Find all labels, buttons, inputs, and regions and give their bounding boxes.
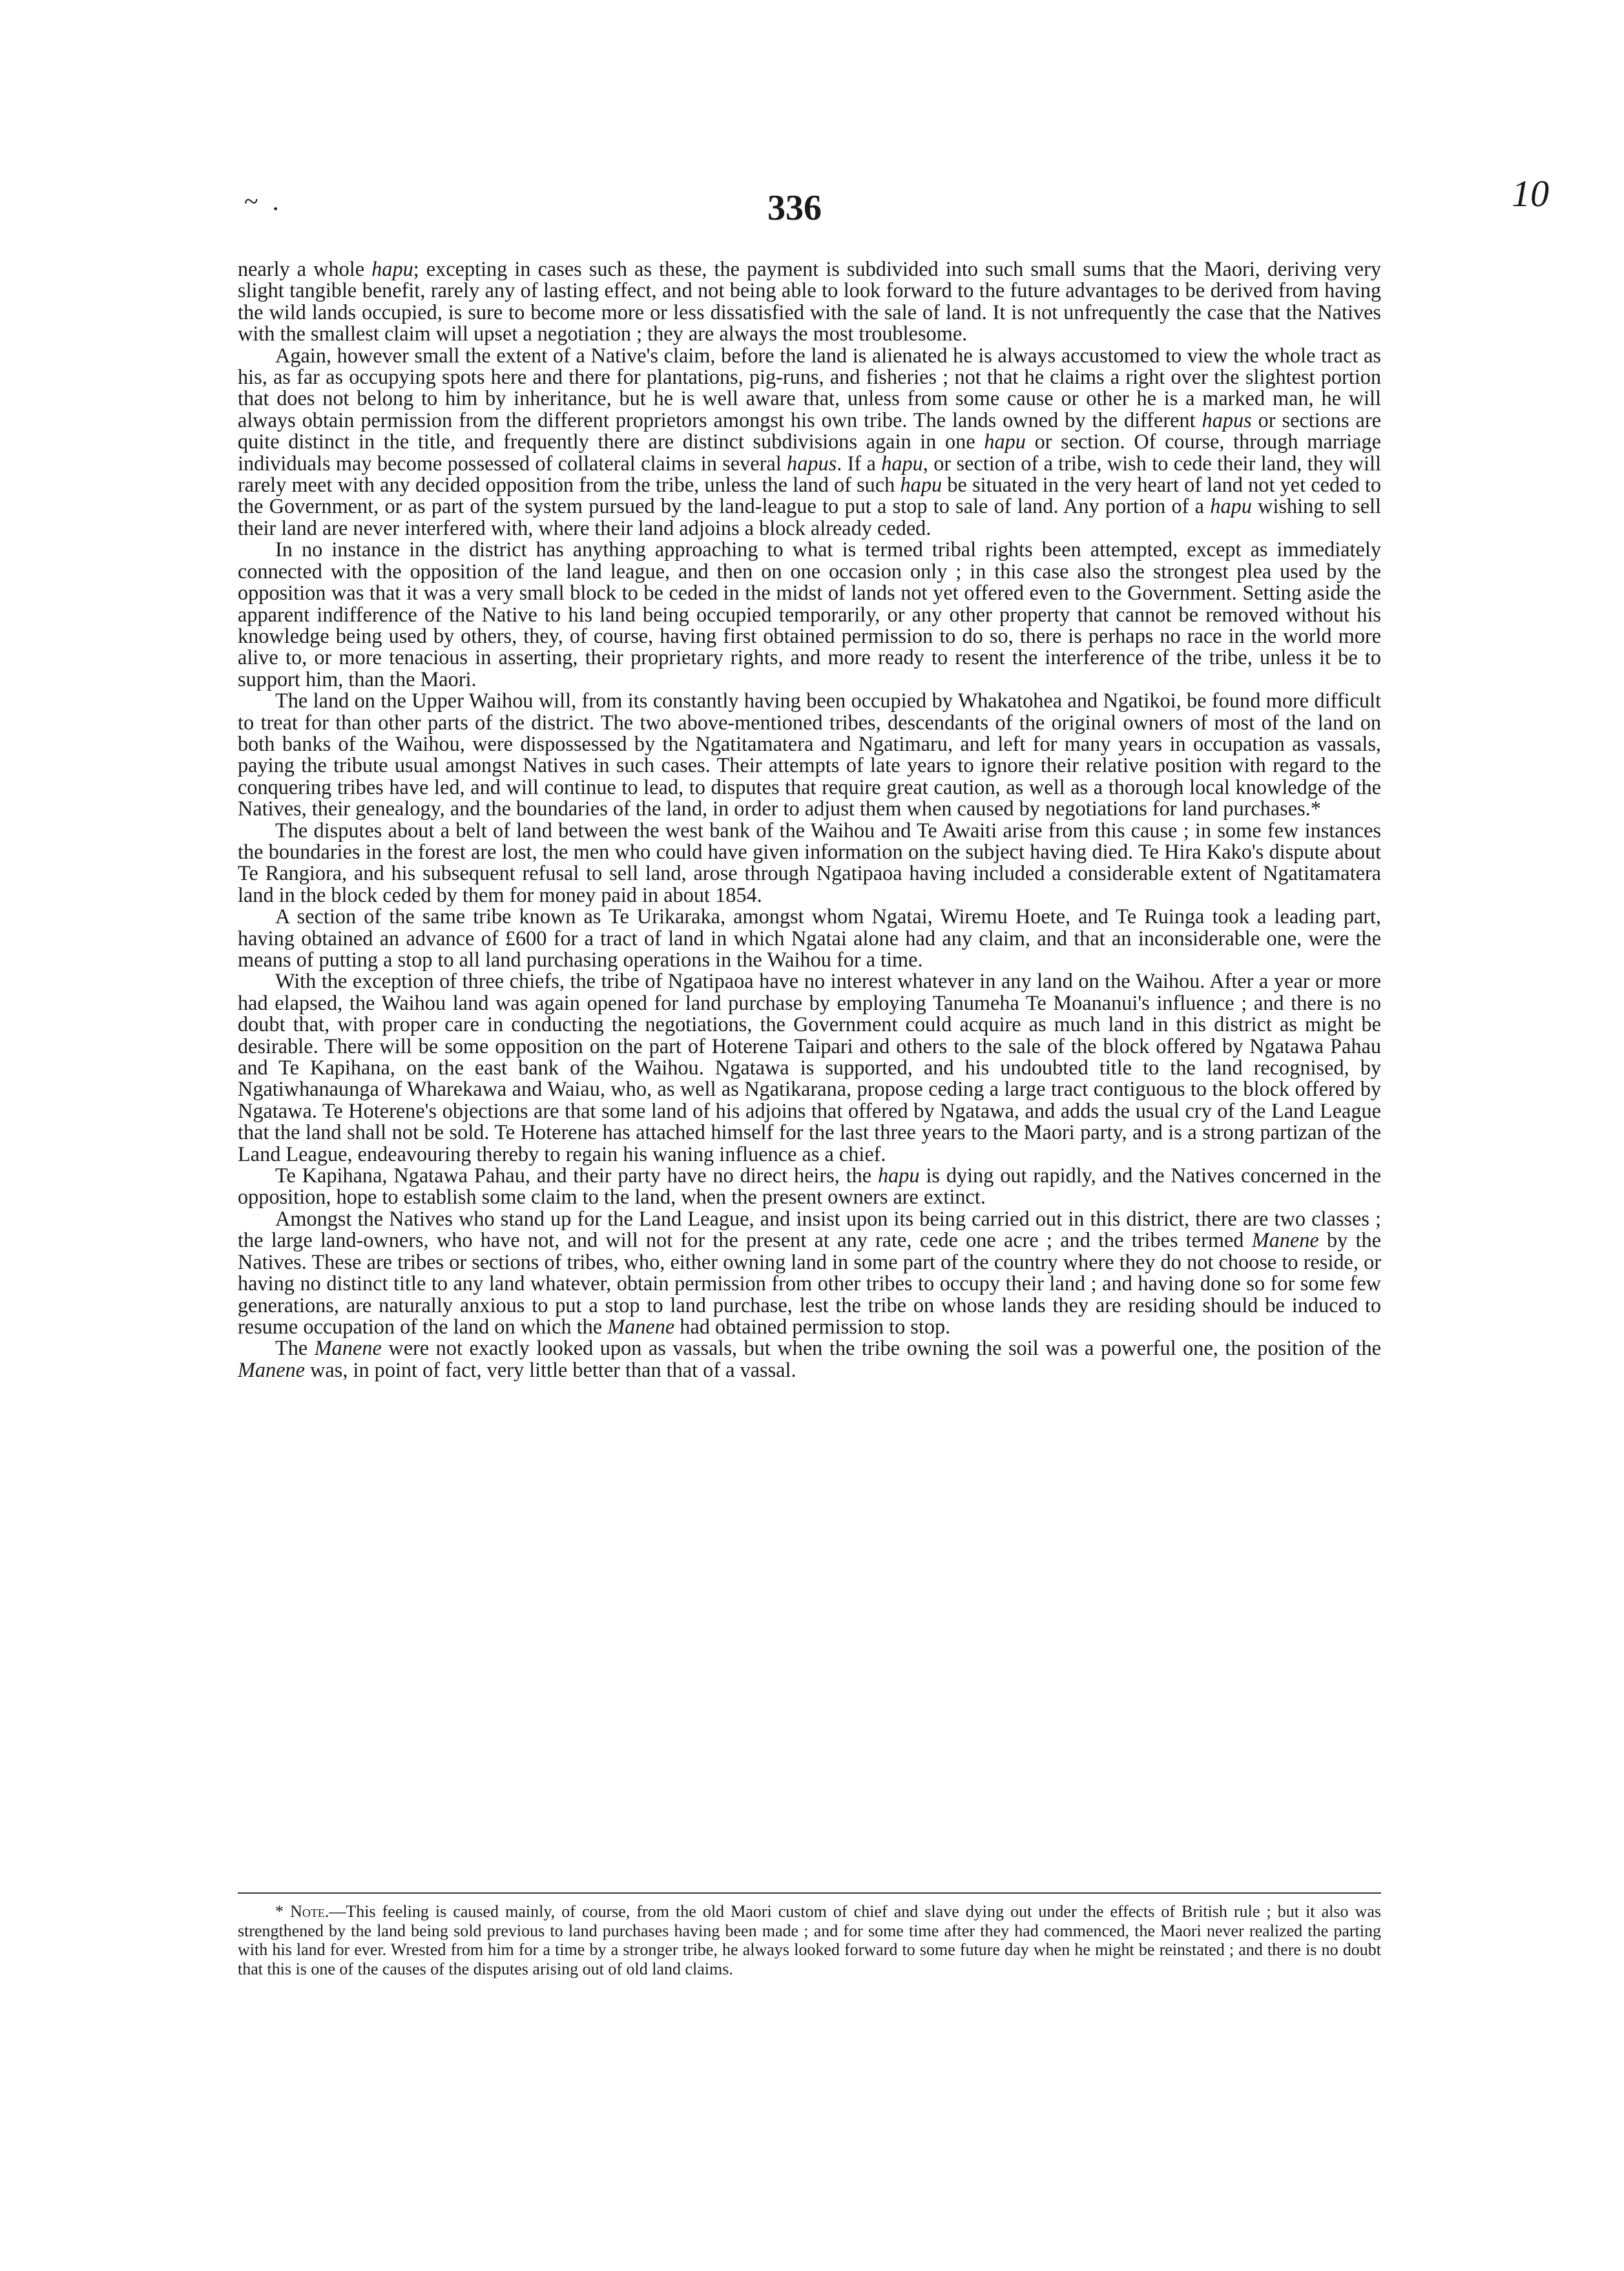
text-run: is dying out rapidly, and the Natives concerned in the opposition, hope to establish some claim to the land, when the present owners are extinct.: [238, 1164, 1381, 1209]
paragraph: [238, 1208, 1381, 1337]
italic-term: hapus: [1202, 408, 1252, 432]
text-run: by the Natives. These are tribes or sections of tribes, who, either owning land in some part of the country where they do not choose to reside, or having no distinct title to any land whatever, obtain permission from other tribes to occupy their land ; and having done so for some few generations, are naturally anxious to put a stop to land purchase, lest the tribe on whose lands they are residing should be induced to resume occupation of the land on which the: [238, 1228, 1381, 1338]
text-run: or section. Of course, through marriage individuals may become possessed of collateral claims in several: [238, 430, 1381, 475]
text-run: The land on the Upper Waihou will, from its constantly having been occupied by Whakatohea and Ngatikoi, be found more difficult to treat for than other parts of the district. The two above-mentioned tribes, descendants of the original owners of most of the land on both banks of the Waihou, were dispossessed by the Ngatitamatera and Ngatimaru, and left for many years in occupation as vassals, paying the tribute usual amongst Natives in such cases. Their attempts of late years to ignore their relative position with regard to the conquering tribes have led, and will continue to lead, to disputes that require great caution, as well as a thorough local knowledge of the Natives, their genealogy, and the boundaries of the land, in order to adjust them when caused by negotiations for land purchases.*: [238, 689, 1381, 821]
italic-term: hapus: [787, 451, 837, 475]
text-run: nearly a whole: [238, 257, 372, 280]
text-run: . If a: [837, 451, 882, 475]
paragraph: [238, 970, 1381, 1165]
italic-term: Manene: [238, 1357, 306, 1381]
paragraph: [238, 539, 1381, 690]
paragraph: [238, 1337, 1381, 1381]
text-run: was, in point of fact, very little better than that of a vassal.: [305, 1357, 796, 1381]
text-run: or sections are quite distinct in the title, and frequently there are distinct subdivisions again in one: [238, 408, 1381, 454]
italic-term: hapu: [371, 257, 413, 280]
italic-term: Manene: [607, 1314, 675, 1338]
footnote-text: This feeling is caused mainly, of course, from the old Maori custom of chief and slave dying out under the effects of British rule ; but it also was strengthened by the land being sold previous to land purchases having been made ; and for some time after they had commenced, the Maori never realized the parting with his land for ever. Wrested from him for a time by a stronger tribe, he always looked forward to some future day when he might be reinstated ; and there is no doubt that this is one of the causes of the disputes arising out of old land claims.: [238, 1902, 1381, 1978]
text-run: were not exactly looked upon as vassals, but when the tribe owning the soil was a powerful one, the position of the: [381, 1336, 1381, 1360]
footnote: [238, 1902, 1381, 1978]
paragraph: [238, 906, 1381, 970]
italic-term: hapu: [1210, 494, 1252, 518]
italic-term: Manene: [1251, 1228, 1319, 1252]
text-run: Te Kapihana, Ngatawa Pahau, and their party have no direct heirs, the: [275, 1164, 878, 1188]
text-run: The: [275, 1336, 315, 1360]
text-run: With the exception of three chiefs, the tribe of Ngatipaoa have no interest whatever in any land on the Waihou. After a year or more had elapsed, the Waihou land was again opened for land purchase by employing Tanumeha Te Moananui's influence ; and there is no doubt that, with proper care in conducting the negotiations, the Government could acquire as much land in this district as might be desirable. There will be some opposition on the part of Hoterene Taipari and others to the sale of the block offered by Ngatawa Pahau and Te Kapihana, on the east bank of the Waihou. Ngatawa is supported, and his undoubted title to the land recognised, by Ngatiwhanaunga of Wharekawa and Waiau, who, as well as Ngatikarana, propose ceding a large tract contiguous to the block offered by Ngatawa. Te Hoterene's objections are that some land of his adjoins that offered by Ngatawa, and adds the usual cry of the Land League that the land shall not be sold. Te Hoterene has attached himself for the last three years to the Maori party, and is a strong partizan of the Land League, endeavouring thereby to regain his waning influence as a chief.: [238, 969, 1381, 1166]
paragraph: [238, 258, 1381, 345]
footnote-label: * Note.—: [275, 1902, 346, 1921]
text-run: be situated in the very heart of land not yet ceded to the Government, or as part of the system pursued by the land-league to put a stop to sale of land. Any portion of a: [238, 473, 1381, 518]
text-run: Amongst the Natives who stand up for the Land League, and insist upon its being carried out in this district, there are two classes ; the large land-owners, who have not, and will not for the present at any rate, cede one acre ; and the tribes termed: [238, 1206, 1381, 1252]
italic-term: hapu: [984, 430, 1026, 454]
italic-term: Manene: [314, 1336, 382, 1360]
text-run: In no instance in the district has anything approaching to what is termed tribal rights been attempted, except as immediately connected with the opposition of the land league, and then on one occasion only ; in this case also the strongest plea used by the opposition was that it was a very small block to be ceded in the midst of lands not yet offered even to the Government. Setting aside the apparent indifference of the Native to his land being occupied temporarily, or any other property that cannot be removed without his knowledge being used by others, they, of course, having first obtained permission to do so, there is perhaps no race in the world more alive to, or more tenacious in asserting, their proprietary rights, and more ready to resent the interference of the tribe, unless it be to support him, than the Maori.: [238, 538, 1381, 691]
text-run: A section of the same tribe known as Te Urikaraka, amongst whom Ngatai, Wiremu Hoete, and Te Ruinga took a leading part, having obtained an advance of £600 for a tract of land in which Ngatai alone had any claim, and that an inconsiderable one, were the means of putting a stop to all land purchasing operations in the Waihou for a time.: [238, 905, 1381, 971]
body-text: [238, 258, 1381, 1381]
page-number: 336: [767, 188, 822, 228]
handwritten-folio-number: 10: [1512, 173, 1549, 215]
text-run: ; excepting in cases such as these, the payment is subdivided into such small sums that the Maori, deriving very slight tangible benefit, rarely any of lasting effect, and not being able to look forward to the future advantages to be derived from having the wild lands occupied, is sure to become more or less dissatisfied with the sale of land. It is not unfrequently the case that the Natives with the smallest claim will upset a negotiation ; they are always the most troublesome.: [238, 257, 1381, 346]
text-run: , or section of a tribe, wish to cede their land, they will rarely meet with any decided opposition from the tribe, unless the land of such: [238, 451, 1381, 497]
corner-marks: ~ .: [244, 187, 283, 216]
paragraph: [238, 345, 1381, 539]
text-run: had obtained permission to stop.: [674, 1314, 951, 1338]
footnote-rule: [238, 1892, 1381, 1894]
text-run: Again, however small the extent of a Native's claim, before the land is alienated he is always accustomed to view the whole tract as his, as far as occupying spots here and there for plantations, pig-runs, and fisheries ; not that he claims a right over the slightest portion that does not belong to him by inheritance, but he is well aware that, unless from some cause or other he is a marked man, he will always obtain permission from the different proprietors amongst his own tribe. The lands owned by the different: [238, 343, 1381, 432]
paragraph: [238, 690, 1381, 819]
paragraph: [238, 1165, 1381, 1208]
italic-term: hapu: [877, 1164, 920, 1188]
text-run: The disputes about a belt of land between the west bank of the Waihou and Te Awaiti arise from this cause ; in some few instances the boundaries in the forest are lost, the men who could have given information on the subject having died. Te Hira Kako's dispute about Te Rangiora, and his subsequent refusal to sell land, arose through Ngatipaoa having included a considerable extent of Ngatitamatera land in the block ceded by them for money paid in about 1854.: [238, 818, 1381, 906]
italic-term: hapu: [881, 451, 923, 475]
text-run: wishing to sell their land are never interfered with, where their land adjoins a block already ceded.: [238, 494, 1381, 539]
paragraph: [238, 820, 1381, 906]
italic-term: hapu: [900, 473, 942, 497]
